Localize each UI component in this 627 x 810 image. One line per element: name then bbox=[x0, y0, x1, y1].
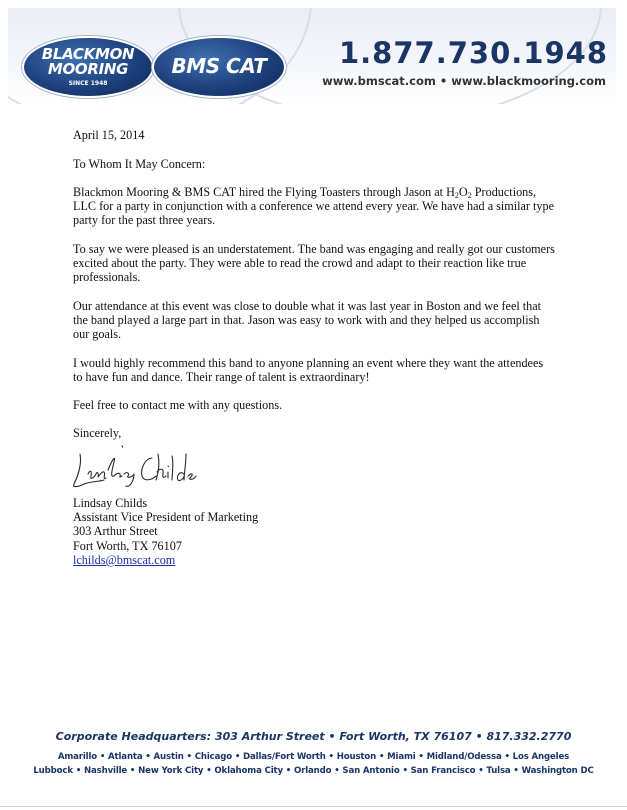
logo-cat-text: BMS CAT bbox=[171, 54, 267, 78]
page-bottom-rule bbox=[0, 806, 627, 807]
closing: Sincerely, bbox=[73, 426, 122, 440]
paragraph-3: Our attendance at this event was close to double what it was last year in Boston and we feel that the band played a large part in that. Jason was easy to work with and they helped us accomplish our goals. bbox=[73, 299, 542, 342]
paragraph-1-part-b: O bbox=[458, 185, 468, 199]
signature-block bbox=[73, 496, 258, 567]
handwritten-signature bbox=[68, 440, 208, 492]
letter-date: April 15, 2014 bbox=[73, 128, 145, 142]
paragraph-2: To say we were pleased is an understatement. The band was engaging and really got our customers excited about the party. They were able to read the crowd and adapt to their reaction like true professionals. bbox=[73, 242, 555, 285]
subscript-2: 2 bbox=[454, 191, 459, 200]
paragraph-5: Feel free to contact me with any questions. bbox=[73, 398, 283, 412]
blackmon-mooring-logo bbox=[22, 36, 154, 98]
logo-bm-line1: BLACKMON bbox=[41, 45, 135, 63]
website-links: www.bmscat.com • www.blackmooring.com bbox=[322, 74, 606, 88]
salutation: To Whom It May Concern: bbox=[73, 157, 206, 171]
address-line-1: 303 Arthur Street bbox=[73, 524, 158, 539]
letterhead-banner bbox=[8, 8, 616, 104]
paragraph-1-part-c: Productions, LLC for a party in conjunction with a conference we attend every year. We have had a similar type party for the past three years. bbox=[73, 185, 555, 228]
footer-cities-row-1: Amarillo • Atlanta • Austin • Chicago • Dallas/Fort Worth • Houston • Miami • Midland/Odessa • Los Angeles bbox=[57, 752, 570, 762]
address-line-2: Fort Worth, TX 76107 bbox=[73, 538, 182, 553]
logo-bm-line2: MOORING bbox=[47, 60, 129, 78]
bms-cat-logo bbox=[152, 36, 286, 98]
paragraph-4: I would highly recommend this band to anyone planning an event where they want the attendees to have fun and dance. Their range of talent is extraordinary! bbox=[73, 356, 544, 385]
logo-bm-since: SINCE 1948 bbox=[68, 80, 108, 87]
footer-headquarters: Corporate Headquarters: 303 Arthur Street • Fort Worth, TX 76107 • 817.332.2770 bbox=[55, 730, 572, 743]
signer-title: Assistant Vice President of Marketing bbox=[73, 510, 259, 525]
phone-number: 1.877.730.1948 bbox=[338, 36, 608, 70]
signer-name: Lindsay Childs bbox=[73, 496, 148, 510]
subscript-2: 2 bbox=[467, 191, 472, 200]
email-link[interactable]: lchilds@bmscat.com bbox=[73, 552, 176, 567]
footer-cities-row-2: Lubbock • Nashville • New York City • Oklahoma City • Orlando • San Antonio • San Francisco • Tulsa • Washington DC bbox=[33, 766, 594, 776]
paragraph-1 bbox=[73, 185, 555, 228]
paragraph-1-part-a: Blackmon Mooring & BMS CAT hired the Flying Toasters through Jason at H bbox=[73, 185, 455, 199]
